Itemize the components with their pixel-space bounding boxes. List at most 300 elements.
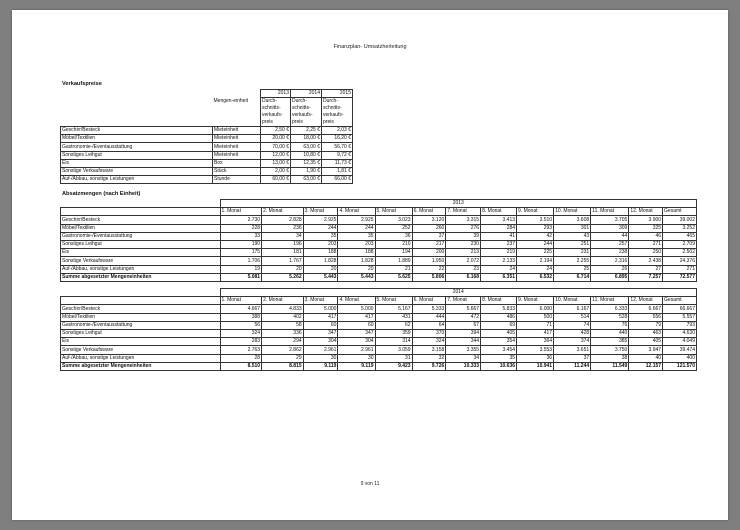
quantity-cell: 67 [446,321,481,329]
quantity-cell: 2.925 [303,216,338,224]
quantity-cell: 36 [375,232,412,240]
year-header: 2013 [261,90,291,98]
table-row [61,216,697,224]
quantity-cell: 4.630 [663,329,697,337]
quantity-cell: 30 [303,354,338,362]
quantity-cell: 364 [517,338,554,346]
quantity-cell: 24.376 [663,257,697,265]
price-cell: 10,80 € [291,151,322,159]
quantity-cell: 271 [663,265,697,273]
table-row [61,176,353,184]
quantity-cell: 2.072 [446,257,481,265]
quantity-cell: 324 [220,329,262,337]
quantity-cell: 203 [338,240,375,248]
blank-cell [61,200,221,208]
month-header: 11. Monat [591,208,629,216]
unit-cell: Mieteinheit [213,151,261,159]
quantity-cell: 36 [517,354,554,362]
price-cell: 63,00 € [291,176,322,184]
quantity-cell: 37 [412,232,446,240]
product-label: Gastronomie-/Eventausstattung [61,143,213,151]
product-label: Auf-/Abbau, sonstige Leistungen [61,176,213,184]
price-header-line: schnitts- [261,105,291,112]
quantity-cell: 40 [629,354,663,362]
blank-cell [61,105,213,112]
quantity-cell: 314 [375,338,412,346]
quantity-cell: 3.023 [375,216,412,224]
quantity-cell: 62 [375,321,412,329]
price-cell: 2,00 € [261,167,291,175]
quantity-cell: 20 [303,265,338,273]
quantity-cell: 3.608 [554,216,591,224]
quantity-cell: 444 [412,313,446,321]
quantity-cell: 196 [262,240,304,248]
month-header: 7. Monat [446,208,481,216]
quantity-cell: 231 [554,249,591,257]
quantity-cell: 5.557 [663,313,697,321]
quantity-cell: 5.000 [303,305,338,313]
sum-cell: 11.549 [591,362,629,370]
quantity-cell: 3.705 [591,216,629,224]
table-row [61,354,697,362]
quantity-cell: 228 [220,224,262,232]
sum-cell: 8.815 [262,362,304,370]
unit-cell: Stunde [213,176,261,184]
product-label: Sonstige Verkaufsware [61,346,221,354]
sum-cell: 11.244 [554,362,591,370]
quantity-cell: 3.355 [446,346,481,354]
quantity-cell: 347 [303,329,338,337]
verkaufspreise-table [60,89,353,184]
quantity-cell: 35 [338,232,375,240]
quantity-cell: 44 [591,232,629,240]
product-label: Möbel/Textilien [61,135,213,143]
quantity-cell: 3.454 [481,346,517,354]
sum-cell: 12.157 [629,362,663,370]
unit-cell: Stück [213,167,261,175]
product-label: Eis [61,159,213,167]
quantity-cell: 37 [554,354,591,362]
price-header-line: verkaufs- [322,112,353,119]
quantity-cell: 472 [446,313,481,321]
quantity-cell: 428 [554,329,591,337]
quantity-cell: 2.925 [338,216,375,224]
month-header: 6. Monat [412,208,446,216]
quantity-cell: 3.510 [517,216,554,224]
price-cell: 11,73 € [322,159,353,167]
year-header: 2013 [220,200,696,208]
header-line-row [61,112,353,119]
sum-cell: 7.257 [629,273,663,281]
price-cell: 70,00 € [261,143,291,151]
sum-cell: 5.443 [338,273,375,281]
quantity-cell: 5.167 [375,305,412,313]
quantity-cell: 39.474 [663,346,697,354]
product-label: Sonstige Verkaufsware [61,167,213,175]
price-cell: 18,00 € [291,135,322,143]
quantity-cell: 336 [262,329,304,337]
quantity-cell: 6.167 [554,305,591,313]
price-cell: 2,50 € [261,127,291,135]
quantity-cell: 293 [517,224,554,232]
sum-cell: 6.351 [481,273,517,281]
quantity-cell: 271 [629,240,663,248]
month-header: 9. Monat [517,208,554,216]
quantity-cell: 354 [481,338,517,346]
quantity-cell: 3.900 [629,216,663,224]
month-header: Gesamt [663,208,697,216]
month-header-row [61,208,697,216]
price-cell: 66,00 € [322,176,353,184]
quantity-cell: 79 [629,321,663,329]
quantity-cell: 405 [481,329,517,337]
quantity-cell: 309 [591,224,629,232]
quantity-cell: 2.828 [262,216,304,224]
unit-header: Mengen-einheit [213,97,248,104]
blank-cell [213,90,261,98]
quantity-cell: 294 [262,338,304,346]
table-row [61,127,353,135]
table-row [61,321,697,329]
table-row [61,329,697,337]
quantity-cell: 6.667 [629,305,663,313]
month-header: Gesamt [663,297,697,305]
header-line-row [61,98,353,106]
quantity-cell: 230 [446,240,481,248]
quantity-cell: 194 [375,249,412,257]
quantity-cell: 388 [220,313,262,321]
quantity-cell: 2.763 [220,346,262,354]
quantity-cell: 203 [303,240,338,248]
quantity-cell: 374 [554,338,591,346]
quantity-cell: 35 [481,354,517,362]
price-cell: 20,00 € [261,135,291,143]
quantity-cell: 252 [375,224,412,232]
section-title-verkaufspreise: Verkaufspreise [62,81,102,87]
month-header: 4. Monat [338,297,375,305]
quantity-cell: 2.709 [663,240,697,248]
table-row [61,224,697,232]
quantity-cell: 465 [663,232,697,240]
quantity-cell: 260 [412,224,446,232]
quantity-cell: 431 [375,313,412,321]
product-label: Möbel/Textilien [61,313,221,321]
sum-cell: 6.714 [554,273,591,281]
quantity-cell: 69 [481,321,517,329]
quantity-cell: 417 [338,313,375,321]
product-label: Geschirr/Besteck [61,305,221,313]
product-label: Eis [61,249,221,257]
sum-row [61,362,697,370]
product-label: Sonstiges Leihgut [61,240,221,248]
quantity-cell: 2.316 [591,257,629,265]
quantity-cell: 1.950 [412,257,446,265]
quantity-cell: 237 [481,240,517,248]
month-header: 3. Monat [303,297,338,305]
section-title-absatzmengen: Absatzmengen (nach Einheit) [62,191,141,197]
quantity-cell: 60 [303,321,338,329]
table-row [61,232,697,240]
product-label: Sonstiges Leihgut [61,151,213,159]
blank-cell [61,90,213,98]
month-header: 7. Monat [446,297,481,305]
table-row [61,338,697,346]
quantity-cell: 5.833 [481,305,517,313]
table-row [61,257,697,265]
month-header: 9. Monat [517,297,554,305]
sum-cell: 8.510 [220,362,262,370]
quantity-cell: 528 [591,313,629,321]
price-header-line: Durch- [261,98,291,106]
quantity-cell: 39.002 [663,216,697,224]
quantity-cell: 225 [517,249,554,257]
sum-cell: 10.636 [481,362,517,370]
price-header-line: preis [291,119,322,127]
quantity-cell: 347 [338,329,375,337]
quantity-cell: 324 [412,338,446,346]
quantity-cell: 3.651 [554,346,591,354]
quantity-cell: 1.706 [220,257,262,265]
table-row [61,313,697,321]
month-header: 3. Monat [303,208,338,216]
quantity-cell: 19 [220,265,262,273]
quantity-cell: 325 [629,224,663,232]
quantity-cell: 1.767 [262,257,304,265]
sum-label: Summe abgesetzter Mengeneinheiten [61,273,221,281]
table-row [61,135,353,143]
product-label: Auf-/Abbau, sonstige Leistungen [61,354,221,362]
quantity-cell: 417 [303,313,338,321]
quantity-cell: 301 [554,224,591,232]
product-label: Sonstiges Leihgut [61,329,221,337]
price-header-line: preis [322,119,353,127]
month-header-row [61,297,697,305]
quantity-cell: 2.194 [517,257,554,265]
unit-cell: Mieteinheit [213,143,261,151]
month-header: 1. Monat [220,208,262,216]
product-label: Geschirr/Besteck [61,127,213,135]
table-row [61,346,697,354]
quantity-cell: 463 [629,329,663,337]
quantity-cell: 1.828 [338,257,375,265]
quantity-cell: 385 [591,338,629,346]
blank-cell [213,105,261,112]
unit-cell: Mieteinheit [213,127,261,135]
sum-cell: 121.570 [663,362,697,370]
blank-cell [61,112,213,119]
product-label: Auf-/Abbau, sonstige Leistungen [61,265,221,273]
table-row [61,305,697,313]
quantity-cell: 25 [554,265,591,273]
sum-cell: 9.119 [303,362,338,370]
header-line-row [61,105,353,112]
table-row [61,143,353,151]
quantity-cell: 188 [338,249,375,257]
quantity-cell: 190 [220,240,262,248]
quantity-cell: 2.133 [481,257,517,265]
quantity-cell: 4.667 [220,305,262,313]
quantity-cell: 5.000 [338,305,375,313]
quantity-cell: 1.828 [303,257,338,265]
quantity-cell: 2.255 [554,257,591,265]
sum-cell: 9.423 [375,362,412,370]
price-header-line: schnitts- [322,105,353,112]
quantity-cell: 238 [591,249,629,257]
quantity-cell: 21 [375,265,412,273]
quantity-cell: 244 [517,240,554,248]
absatz-table-2014 [60,288,697,371]
quantity-cell: 213 [446,249,481,257]
quantity-cell: 6.333 [591,305,629,313]
price-cell: 2,03 € [322,127,353,135]
quantity-cell: 514 [554,313,591,321]
quantity-cell: 76 [591,321,629,329]
quantity-cell: 417 [517,329,554,337]
quantity-cell: 3.120 [412,216,446,224]
quantity-cell: 250 [629,249,663,257]
month-header: 5. Monat [375,297,412,305]
quantity-cell: 30 [338,354,375,362]
quantity-cell: 2.862 [262,346,304,354]
table-row [61,159,353,167]
quantity-cell: 2.502 [663,249,697,257]
quantity-cell: 556 [629,313,663,321]
quantity-cell: 500 [517,313,554,321]
year-header: 2014 [220,289,696,297]
quantity-cell: 2.438 [629,257,663,265]
quantity-cell: 3.252 [663,224,697,232]
quantity-cell: 175 [220,249,262,257]
month-header: 11. Monat [591,297,629,305]
price-cell: 1,81 € [322,167,353,175]
blank-cell [61,98,213,106]
quantity-cell: 3.947 [629,346,663,354]
quantity-cell: 74 [554,321,591,329]
quantity-cell: 29 [262,354,304,362]
quantity-cell: 359 [375,329,412,337]
sum-label: Summe abgesetzter Mengeneinheiten [61,362,221,370]
unit-cell: Box [213,159,261,167]
price-cell: 2,25 € [291,127,322,135]
quantity-cell: 20 [338,265,375,273]
price-header-line: preis [261,119,291,127]
quantity-cell: 793 [663,321,697,329]
sum-cell: 5.625 [375,273,412,281]
quantity-cell: 304 [303,338,338,346]
quantity-cell: 283 [220,338,262,346]
blank-cell [61,297,221,305]
quantity-cell: 236 [262,224,304,232]
absatz-table-2013 [60,199,697,282]
month-header: 8. Monat [481,297,517,305]
price-cell: 1,90 € [291,167,322,175]
month-header: 12. Monat [629,208,663,216]
month-header: 1. Monat [220,297,262,305]
price-cell: 12,35 € [291,159,322,167]
table-row [61,151,353,159]
page-number: 9 von 11 [360,481,380,487]
month-header: 5. Monat [375,208,412,216]
quantity-cell: 6.000 [517,305,554,313]
month-header: 8. Monat [481,208,517,216]
quantity-cell: 284 [481,224,517,232]
quantity-cell: 3.413 [481,216,517,224]
quantity-cell: 4.049 [663,338,697,346]
sum-cell: 5.262 [262,273,304,281]
quantity-cell: 276 [446,224,481,232]
quantity-cell: 28 [220,354,262,362]
quantity-cell: 46 [629,232,663,240]
quantity-cell: 66.667 [663,305,697,313]
sum-cell: 10.333 [446,362,481,370]
blank-cell [61,208,221,216]
quantity-cell: 41 [481,232,517,240]
quantity-cell: 60 [338,321,375,329]
sum-cell: 6.168 [446,273,481,281]
quantity-cell: 257 [591,240,629,248]
price-cell: 63,00 € [291,143,322,151]
product-label: Gastronomie-/Eventausstattung [61,321,221,329]
month-header: 10. Monat [554,208,591,216]
quantity-cell: 24 [517,265,554,273]
product-label: Eis [61,338,221,346]
quantity-cell: 217 [412,240,446,248]
quantity-cell: 71 [517,321,554,329]
quantity-cell: 31 [375,354,412,362]
sum-cell: 9.119 [338,362,375,370]
quantity-cell: 42 [517,232,554,240]
year-row [61,90,353,98]
quantity-cell: 402 [262,313,304,321]
quantity-cell: 4.833 [262,305,304,313]
blank-cell [61,119,213,127]
year-header: 2015 [322,90,353,98]
quantity-cell: 486 [481,313,517,321]
quantity-cell: 35 [303,232,338,240]
table-row [61,167,353,175]
quantity-cell: 26 [591,265,629,273]
table-row [61,265,697,273]
quantity-cell: 244 [338,224,375,232]
document-page [12,10,728,520]
price-header-line: schnitts- [291,105,322,112]
quantity-cell: 1.889 [375,257,412,265]
price-header-line: verkaufs- [261,112,291,119]
quantity-cell: 39 [446,232,481,240]
price-cell: 56,70 € [322,143,353,151]
month-header: 2. Monat [262,297,304,305]
quantity-cell: 2.961 [338,346,375,354]
table-row [61,249,697,257]
quantity-cell: 32 [412,354,446,362]
month-header: 6. Monat [412,297,446,305]
sum-cell: 6.895 [591,273,629,281]
blank-cell [213,112,261,119]
blank-cell [213,119,261,127]
quantity-cell: 251 [554,240,591,248]
quantity-cell: 20 [262,265,304,273]
month-header: 2. Monat [262,208,304,216]
quantity-cell: 56 [220,321,262,329]
quantity-cell: 344 [446,338,481,346]
quantity-cell: 188 [303,249,338,257]
sum-cell: 9.726 [412,362,446,370]
sum-cell: 5.443 [303,273,338,281]
quantity-cell: 3.750 [591,346,629,354]
quantity-cell: 370 [412,329,446,337]
quantity-cell: 24 [481,265,517,273]
sum-cell: 10.941 [517,362,554,370]
